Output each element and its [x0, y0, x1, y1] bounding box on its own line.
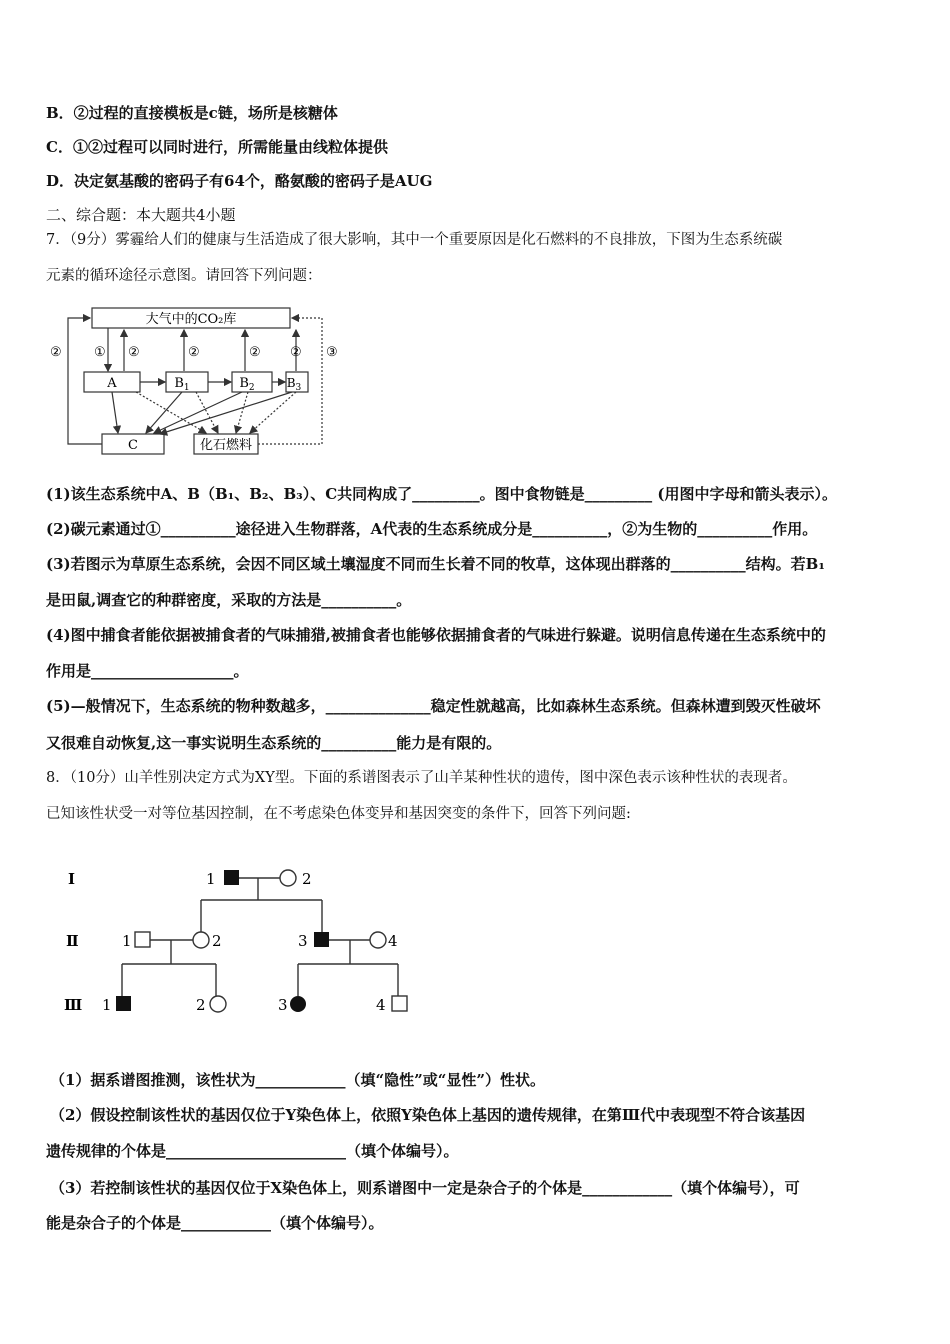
node-a-label: A	[107, 376, 117, 391]
ii1-normal-male	[135, 932, 150, 947]
pedigree-chart	[46, 858, 426, 1028]
iii2-normal-female	[210, 996, 226, 1012]
ii2-number: 2	[212, 932, 222, 950]
arrow-3-label: ③	[326, 345, 338, 360]
i2-number: 2	[302, 870, 312, 888]
q7-part4-line2: 作用是___________________。	[46, 662, 249, 680]
fossil-fuel-label: 化石燃料	[199, 438, 253, 453]
arrow-2-label-c: ②	[249, 345, 261, 360]
ii1-number: 1	[122, 932, 132, 950]
section-title: 二、综合题：本大题共4小题	[46, 206, 236, 224]
iii3-number: 3	[278, 996, 288, 1014]
q7-part5-line1: (5)—般情况下，生态系统的物种数越多，______________稳定性就越高，比如森林生态系统。但森林遭到毁灭性破坏	[46, 697, 821, 715]
generation-3-label: Ⅲ	[64, 996, 83, 1014]
q7-part3-line2: 是田鼠,调查它的种群密度，采取的方法是__________。	[46, 591, 412, 609]
node-b3-label: $B_3$	[286, 376, 302, 393]
q7-stem-line2: 元素的循环途径示意图。请回答下列问题：	[46, 268, 322, 284]
ii3-affected-male	[314, 932, 329, 947]
arrow-2-label-left: ②	[50, 345, 62, 360]
iii2-number: 2	[196, 996, 206, 1014]
q8-part3-line1: （3）若控制该性状的基因仅位于X染色体上，则系谱图中一定是杂合子的个体是____________（填个体编号），可	[50, 1179, 800, 1197]
co2-pool-label: 大气中的CO₂库	[145, 312, 237, 327]
arrow-1-label: ①	[94, 345, 106, 360]
ii2-normal-female	[193, 932, 209, 948]
option-b: B．②过程的直接模板是c链，场所是核糖体	[46, 104, 338, 122]
generation-2-label: Ⅱ	[66, 932, 79, 950]
iii4-number: 4	[376, 996, 386, 1014]
option-c: C．①②过程可以同时进行，所需能量由线粒体提供	[46, 138, 388, 156]
i1-affected-male	[224, 870, 239, 885]
ii3-number: 3	[298, 932, 308, 950]
arrow-2-label-b: ②	[188, 345, 200, 360]
ii4-normal-female	[370, 932, 386, 948]
iii1-number: 1	[102, 996, 112, 1014]
arrow-2-label-a: ②	[128, 345, 140, 360]
generation-1-label: Ⅰ	[68, 870, 76, 888]
q7-part2: (2)碳元素通过①__________途径进入生物群落，A代表的生态系统成分是__________，②为生物的__________作用。	[46, 520, 818, 538]
q8-part3-line2: 能是杂合子的个体是____________（填个体编号）。	[46, 1214, 384, 1232]
q7-stem-line1: 7．（9分）雾霾给人们的健康与生活造成了很大影响，其中一个重要原因是化石燃料的不良排放，下图为生态系统碳	[46, 232, 783, 248]
q7-part4-line1: (4)图中捕食者能依据被捕食者的气味捕猎,被捕食者也能够依据捕食者的气味进行躲避。说明信息传递在生态系统中的	[46, 626, 826, 644]
node-b2-label: $B_2$	[239, 376, 255, 393]
q7-part3-line1: (3)若图示为草原生态系统，会因不同区域土壤湿度不同而生长着不同的牧草，这体现出群落的__________结构。若B₁	[46, 555, 825, 573]
carbon-cycle-diagram	[46, 298, 356, 464]
arrow-2-label-d: ②	[290, 345, 302, 360]
option-d: D．决定氨基酸的密码子有64个，酪氨酸的密码子是AUG	[46, 172, 433, 190]
node-c-label: C	[128, 438, 138, 453]
node-b1-label: $B_1$	[174, 376, 190, 393]
q7-part5-line2: 又很难自动恢复,这一事实说明生态系统的__________能力是有限的。	[46, 734, 502, 752]
i1-number: 1	[206, 870, 216, 888]
iii4-normal-male	[392, 996, 407, 1011]
ii4-number: 4	[388, 932, 398, 950]
q8-part1: （1）据系谱图推测，该性状为____________（填“隐性”或“显性”）性状。	[50, 1071, 545, 1089]
i2-normal-female	[280, 870, 296, 886]
q8-part2-line1: （2）假设控制该性状的基因仅位于Y染色体上，依照Y染色体上基因的遗传规律，在第Ⅲ代中表现型不符合该基因	[50, 1106, 806, 1124]
q8-stem-line1: 8．（10分）山羊性别决定方式为XY型。下面的系谱图表示了山羊某种性状的遗传，图中深色表示该种性状的表现者。	[46, 770, 797, 786]
q7-part1: (1)该生态系统中A、B（B₁、B₂、B₃）、C共同构成了_________。图中食物链是_________ (用图中字母和箭头表示）。	[46, 485, 837, 503]
q8-stem-line2: 已知该性状受一对等位基因控制，在不考虑染色体变异和基因突变的条件下，回答下列问题:	[46, 806, 631, 822]
iii1-affected-male	[116, 996, 131, 1011]
iii3-affected-female	[290, 996, 306, 1012]
q8-part2-line2: 遗传规律的个体是________________________（填个体编号）。	[46, 1142, 459, 1160]
